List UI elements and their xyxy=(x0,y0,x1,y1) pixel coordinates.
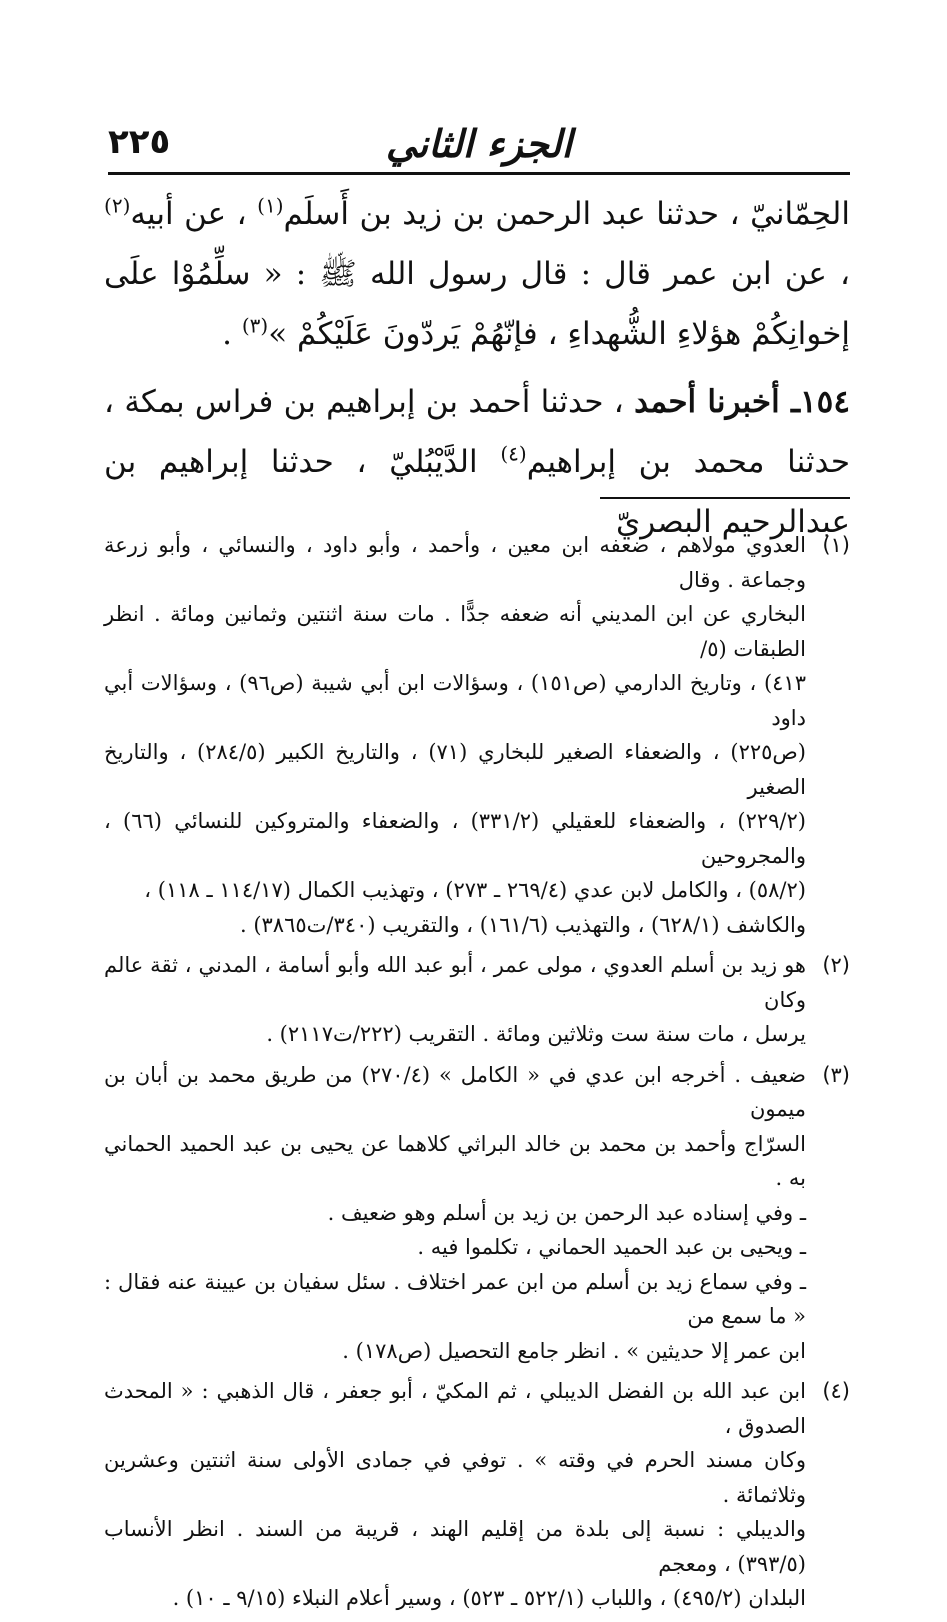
hadith-text: ، عن ابن عمر قال : قال رسول الله ﷺ : « سلِّمُوْا علَى إخوانِكُمْ هؤلاءِ الشُّهداءِ ، فإنّهُمْ يَردّونَ عَلَيْكُمْ » xyxy=(104,256,850,352)
footnote-marker: (٣) xyxy=(822,1062,850,1087)
footnote-line: العدوي مولاهم ، ضعفه ابن معين ، وأحمد ، وأبو داود ، والنسائي ، وأبو زرعة وجماعة . وقال xyxy=(104,533,807,592)
page-number: ٢٢٥ xyxy=(108,122,171,162)
footnote-line: هو زيد بن أسلم العدوي ، مولى عمر ، أبو عبد الله وأبو أسامة ، المدني ، ثقة عالم وكان xyxy=(104,953,806,1012)
footnote-line: (ص٢٢٥) ، والضعفاء الصغير للبخاري (٧١) ، والتاريخ الكبير (٢٨٤/٥) ، والتاريخ الصغير xyxy=(104,740,806,799)
footnote-line: ـ وفي سماع زيد بن أسلم من ابن عمر اختلاف . سئل سفيان بن عيينة عنه فقال : « ما سمع من xyxy=(104,1269,806,1328)
hadith-number: ١٥٤ـ xyxy=(790,384,850,420)
hadith-paragraph-154 xyxy=(104,372,850,552)
footnote-line: البخاري عن ابن المديني أنه ضعفه جدًّا . مات سنة اثنتين وثمانين ومائة . انظر الطبقات (٥/ xyxy=(104,602,806,661)
hadith-text: ، حدثنا أحمد بن إبراهيم بن فراس بمكة ، حدثنا محمد بن إبراهيم xyxy=(104,384,850,480)
footnote-line: السرّاج وأحمد بن محمد بن خالد البراثي كلاهما عن يحيى بن عبد الحميد الحماني به . xyxy=(104,1131,806,1190)
footnote-2 xyxy=(104,948,850,1052)
hadith-text: . xyxy=(222,316,242,352)
footnote-line: (٥٨/٢) ، والكامل لابن عدي (٢٦٩/٤ ـ ٢٧٣) ، وتهذيب الكمال (١١٤/١٧ ـ ١١٨) ، xyxy=(144,878,806,902)
footnote-line: (٢٢٩/٢) ، والضعفاء للعقيلي (٣٣١/٢) ، والضعفاء والمتروكين للنسائي (٦٦) ، والمجروحين xyxy=(104,809,806,868)
footnote-1 xyxy=(104,528,850,942)
hadith-paragraph-continued xyxy=(104,184,850,364)
footnote-line: ـ ويحيى بن عبد الحميد الحماني ، تكلموا فيه . xyxy=(417,1235,806,1259)
footnote-reference-1[interactable]: (١) xyxy=(257,193,284,218)
hadith-text: الدَّيْبُليّ ، حدثنا إبراهيم بن عبدالرحيم البصريّ xyxy=(104,444,850,540)
footnote-reference-4[interactable]: (٤) xyxy=(500,441,527,466)
footnote-marker: (٢) xyxy=(822,953,850,977)
footnote-line: يرسل ، مات سنة ست وثلاثين ومائة . التقريب (٢٢٢/ت٢١١٧) . xyxy=(266,1022,806,1046)
footnote-line: وكان مسند الحرم في وقته » . توفي في جمادى الأولى سنة اثنتين وعشرين وثلاثمائة . xyxy=(104,1448,806,1507)
footnote-divider xyxy=(600,497,850,499)
hadith-text: الحِمّانيّ ، حدثنا عبد الرحمن بن زيد بن أَسلَم xyxy=(283,196,850,232)
hadith-text: ، عن أبيه xyxy=(130,196,258,232)
footnote-line: ابن عمر إلا حديثين » . انظر جامع التحصيل (ص١٧٨) . xyxy=(342,1338,806,1363)
narrator-lead: أخبرنا أحمد xyxy=(634,384,791,420)
footnote-line: ٤١٣) ، وتاريخ الدارمي (ص١٥١) ، وسؤالات ابن أبي شيبة (ص٩٦) ، وسؤالات أبي داود xyxy=(104,671,806,730)
footnote-4 xyxy=(104,1374,850,1616)
footnote-reference-2[interactable]: (٢) xyxy=(104,193,131,218)
footnote-reference-3[interactable]: (٣) xyxy=(241,313,269,338)
footnote-line: ابن عبد الله بن الفضل الديبلي ، ثم المكيّ ، أبو جعفر ، قال الذهبي : « المحدث الصدوق ، xyxy=(104,1379,806,1438)
footnote-line: ضعيف . أخرجه ابن عدي في « الكامل » (٢٧٠/٤) من طريق محمد بن أبان بن ميمون xyxy=(104,1062,806,1121)
footnote-line: ـ وفي إسناده عبد الرحمن بن زيد بن أسلم وهو ضعيف . xyxy=(327,1200,806,1225)
footnote-line: والكاشف (٦٢٨/١) ، والتهذيب (١٦١/٦) ، والتقريب (٣٤٠/ت٣٨٦٥) . xyxy=(239,912,806,937)
running-title: الجزء الثاني xyxy=(385,121,573,166)
footnote-3 xyxy=(104,1058,850,1369)
footnote-line: والديبلي : نسبة إلى بلدة من إقليم الهند ، قريبة من السند . انظر الأنساب (٣٩٣/٥) ، ومعجم xyxy=(104,1517,806,1576)
footnote-marker: (١) xyxy=(822,533,850,557)
footnote-line: البلدان (٤٩٥/٢) ، واللباب (٥٢٢/١ ـ ٥٢٣) ، وسير أعلام النبلاء (٩/١٥ ـ ١٠) . xyxy=(172,1586,806,1610)
footnotes xyxy=(104,528,850,1622)
footnote-marker: (٤) xyxy=(822,1379,850,1403)
page-header xyxy=(108,100,850,175)
